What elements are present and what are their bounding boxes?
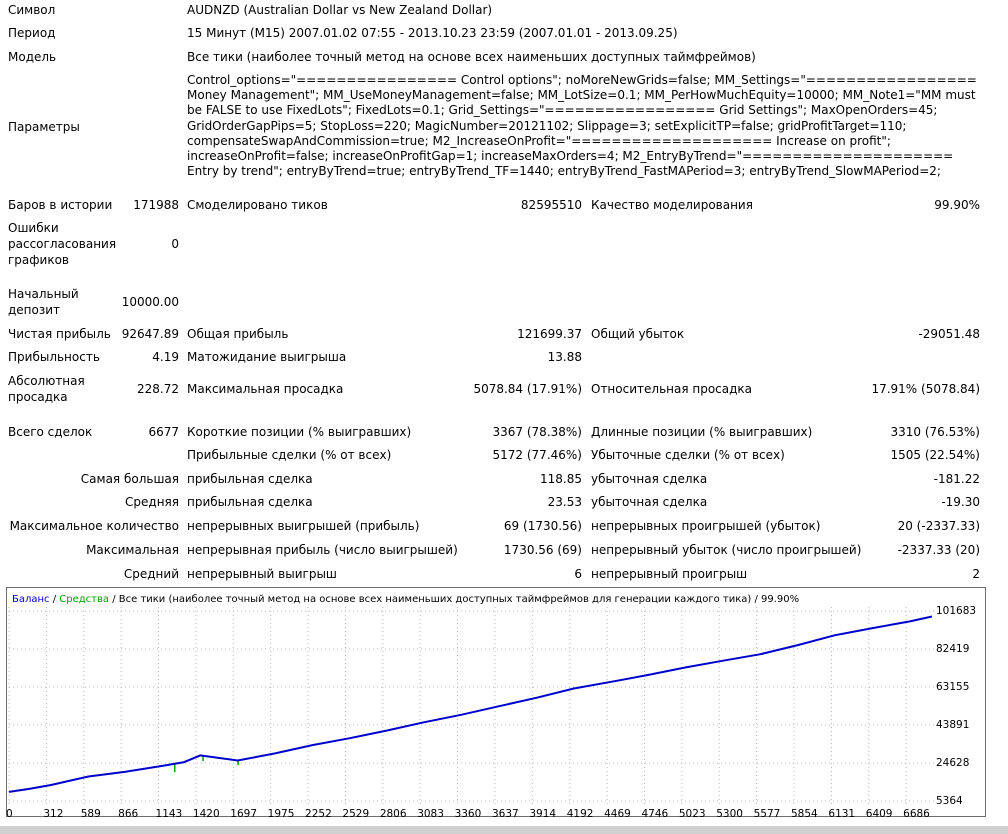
symbol-value: AUDNZD (Australian Dollar vs New Zealand Dollar)	[187, 3, 493, 17]
short-positions-label: Короткие позиции (% выигравших)	[187, 425, 412, 439]
max-cons-profit-value: 1730.56 (69)	[503, 543, 582, 557]
quality-value: 99.90%	[934, 198, 980, 212]
x-tick-label: 2252	[305, 808, 332, 820]
max-cons-profit-label: непрерывная прибыль (число выигрышей)	[187, 543, 458, 557]
maximal-label: Максимальная	[86, 543, 179, 557]
legend-description: / Все тики (наиболее точный метод на основе всех наименьших доступных таймфреймов для генерации каждого тика) / 99.90%	[109, 594, 800, 605]
model-value: Все тики (наиболее точный метод на основе всех наименьших доступных таймфреймов)	[187, 50, 756, 64]
profit-factor-value: 4.19	[152, 350, 179, 364]
x-tick-label: 5577	[753, 808, 781, 820]
legend-separator: /	[49, 594, 60, 605]
legend-balance: Баланс	[12, 594, 50, 605]
long-positions-value: 3310 (76.53%)	[890, 425, 980, 439]
largest-label: Самая большая	[80, 472, 179, 486]
max-count-label: Максимальное количество	[9, 519, 179, 533]
y-tick-label: 5364	[936, 795, 963, 807]
avg-cons-losses-label: непрерывный проигрыш	[591, 567, 748, 581]
largest-loss-value: -181.22	[933, 472, 980, 486]
errors-label-3: графиков	[8, 253, 69, 267]
x-tick-label: 4746	[641, 808, 669, 820]
x-tick-label: 1420	[192, 808, 220, 820]
quality-label: Качество моделирования	[591, 198, 753, 212]
errors-label-1: Ошибки	[8, 221, 59, 235]
max-cons-wins-value: 69 (1730.56)	[503, 519, 582, 533]
y-tick-label: 82419	[936, 643, 970, 655]
x-axis-bar	[0, 826, 1008, 834]
expected-payoff-label: Матожидание выигрыша	[187, 350, 347, 364]
x-tick-label: 6686	[903, 808, 930, 820]
max-drawdown-label: Максимальная просадка	[187, 382, 344, 396]
average-loss-label: убыточная сделка	[591, 495, 708, 509]
max-cons-wins-label: непрерывных выигрышей (прибыль)	[187, 519, 420, 533]
bars-label: Баров в истории	[8, 198, 113, 212]
net-profit-value: 92647.89	[121, 327, 179, 341]
rel-drawdown-value: 17.91% (5078.84)	[871, 382, 980, 396]
profit-trades-value: 5172 (77.46%)	[492, 448, 582, 462]
avg-label: Средний	[123, 567, 179, 581]
x-tick-label: 866	[118, 808, 139, 820]
deposit-label-1: Начальный	[8, 287, 79, 301]
gross-loss-label: Общий убыток	[591, 327, 685, 341]
short-positions-value: 3367 (78.38%)	[492, 425, 582, 439]
x-tick-label: 0	[6, 808, 13, 820]
x-tick-label: 2806	[379, 808, 407, 820]
abs-drawdown-label-1: Абсолютная	[8, 374, 85, 388]
x-tick-label: 4469	[604, 808, 631, 820]
average-loss-value: -19.30	[941, 495, 980, 509]
long-positions-label: Длинные позиции (% выигравших)	[591, 425, 813, 439]
largest-loss-label: убыточная сделка	[591, 472, 708, 486]
total-trades-label: Всего сделок	[8, 425, 93, 439]
symbol-label: Символ	[8, 3, 56, 17]
average-profit-value: 23.53	[547, 495, 582, 509]
params-value: Control_options="================ Control options"; noMoreNewGrids=false; MM_Settings="================= Money Management"; MM_UseMoneyManagement=false; MM_LotSize=0.1; MM_PerHowMuchEquity=10000; MM_Note1="MM must be FALSE to use FixedLots"; FixedLots=0.1; Grid_Settings="================= Grid Settings"; MaxOpenOrders=45; GridOrderGapPips=5; StopLoss=220; MagicNumber=20121102; Slippage=3; setExplicitTP=false; gridProfitTarget=110; compensateSwapAndCommission=true; M2_IncreaseOnProfit="==================== Increase on profit"; increaseOnProfit=false; increaseOnProfitGap=1; increaseMaxOrders=4; M2_EntryByTrend="===================== Entry by trend"; entryByTrend=true; entryByTrend_TF=1440; entryByTrend_FastMAPeriod=3; entryByTrend_SlowMAPeriod=2;	[187, 73, 977, 179]
y-tick-label: 24628	[936, 757, 970, 769]
x-tick-label: 2529	[342, 808, 370, 820]
profit-trades-label: Прибыльные сделки (% от всех)	[187, 448, 392, 462]
x-tick-label: 5854	[791, 808, 818, 820]
deposit-value: 10000.00	[121, 295, 179, 309]
ticks-label: Смоделировано тиков	[187, 198, 328, 212]
x-tick-label: 312	[43, 808, 64, 820]
bars-value: 171988	[133, 198, 179, 212]
loss-trades-value: 1505 (22.54%)	[890, 448, 980, 462]
avg-cons-losses-value: 2	[972, 567, 980, 581]
gross-profit-value: 121699.37	[517, 327, 582, 341]
x-tick-label: 3360	[454, 808, 482, 820]
max-cons-losses-label: непрерывных проигрышей (убыток)	[591, 519, 821, 533]
abs-drawdown-value: 228.72	[137, 382, 179, 396]
x-tick-label: 1697	[230, 808, 258, 820]
chart-legend	[12, 594, 799, 606]
profit-factor-label: Прибыльность	[8, 350, 100, 364]
max-cons-loss-value: -2337.33 (20)	[897, 543, 980, 557]
y-tick-label: 63155	[936, 681, 970, 693]
x-tick-label: 5023	[678, 808, 706, 820]
period-value: 15 Минут (M15) 2007.01.02 07:55 - 2013.10.23 23:59 (2007.01.01 - 2013.09.25)	[187, 26, 678, 40]
expected-payoff-value: 13.88	[547, 350, 582, 364]
max-drawdown-value: 5078.84 (17.91%)	[473, 382, 582, 396]
errors-value: 0	[171, 237, 179, 251]
gross-loss-value: -29051.48	[918, 327, 980, 341]
gross-profit-label: Общая прибыль	[187, 327, 289, 341]
y-tick-label: 101683	[936, 605, 977, 617]
errors-label-2: рассогласования	[8, 237, 117, 251]
x-tick-label: 3637	[491, 808, 519, 820]
average-label: Средняя	[125, 495, 179, 509]
average-profit-label: прибыльная сделка	[187, 495, 313, 509]
largest-profit-value: 118.85	[540, 472, 582, 486]
max-cons-losses-value: 20 (-2337.33)	[897, 519, 980, 533]
model-label: Модель	[8, 50, 57, 64]
avg-cons-wins-label: непрерывный выигрыш	[187, 567, 337, 581]
deposit-label-2: депозит	[8, 303, 61, 317]
x-tick-label: 6131	[828, 808, 856, 820]
legend-equity: Средства	[59, 594, 110, 605]
rel-drawdown-label: Относительная просадка	[591, 382, 753, 396]
x-tick-label: 6409	[865, 808, 893, 820]
y-tick-label: 43891	[936, 719, 970, 731]
x-tick-label: 1975	[267, 808, 295, 820]
balance-chart	[6, 587, 986, 817]
ticks-value: 82595510	[520, 198, 582, 212]
abs-drawdown-label-2: просадка	[8, 390, 68, 404]
x-tick-label: 4192	[566, 808, 594, 820]
x-tick-label: 1143	[155, 808, 183, 820]
net-profit-label: Чистая прибыль	[8, 327, 111, 341]
x-tick-label: 589	[80, 808, 101, 820]
loss-trades-label: Убыточные сделки (% от всех)	[591, 448, 785, 462]
x-tick-label: 3914	[529, 808, 557, 820]
params-label: Параметры	[8, 120, 80, 134]
total-trades-value: 6677	[148, 425, 179, 439]
max-cons-loss-label: непрерывный убыток (число проигрышей)	[591, 543, 862, 557]
x-tick-label: 5300	[716, 808, 743, 820]
largest-profit-label: прибыльная сделка	[187, 472, 313, 486]
avg-cons-wins-value: 6	[574, 567, 582, 581]
x-tick-label: 3083	[417, 808, 444, 820]
period-label: Период	[8, 26, 56, 40]
